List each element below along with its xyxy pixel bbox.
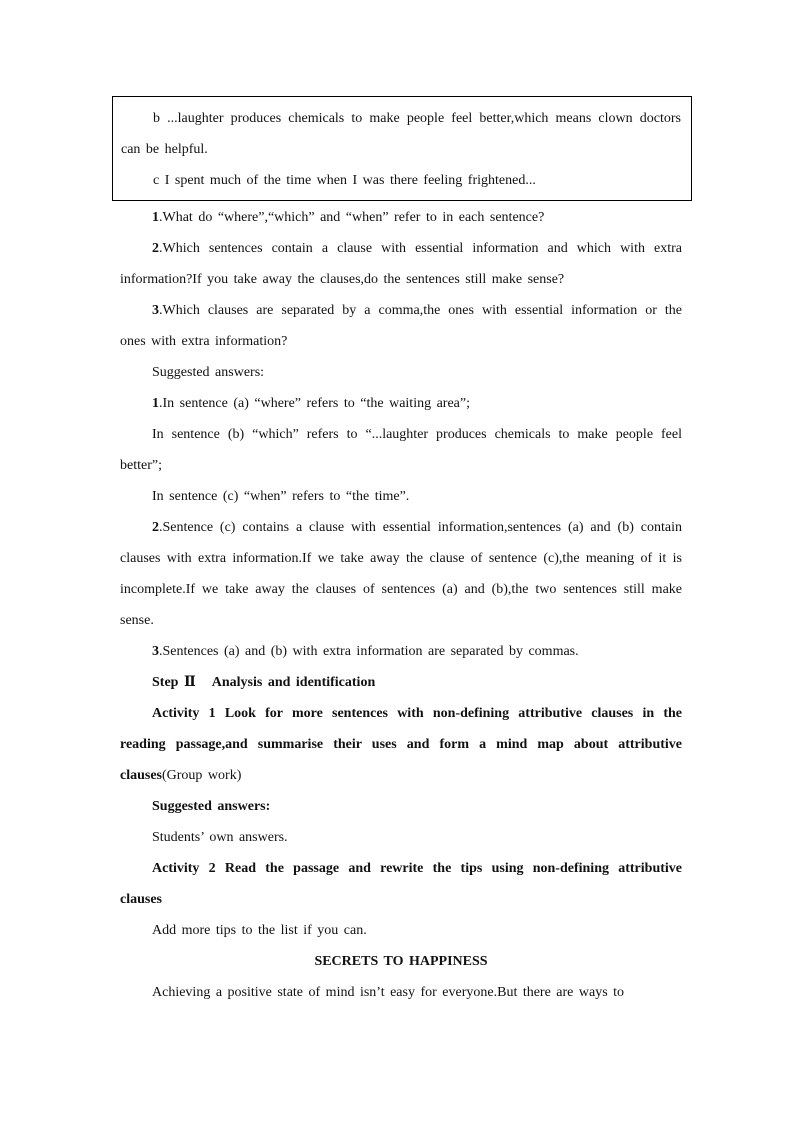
activity-1-answer: Students’ own answers.: [152, 830, 288, 845]
question-text: .Which sentences contain a clause with essential information and which with extra information?If you take away the clauses,do the sentences still make sense?: [120, 241, 682, 287]
question-2: [120, 233, 682, 295]
answer-2: [120, 512, 682, 636]
answer-1: [120, 388, 682, 419]
question-number: 3: [152, 303, 159, 318]
activity-2-instruction: Add more tips to the list if you can.: [152, 923, 367, 938]
question-number: 2: [152, 241, 159, 256]
answer-number: 1: [152, 396, 159, 411]
answer-text: .Sentence (c) contains a clause with essential information,sentences (a) and (b) contain clauses with extra information.If we take away the clause of sentence (c),the meaning of it is incomplete.If we take away the clauses of sentences (a) and (b),the two sentences still make sense.: [120, 520, 682, 628]
question-text: .Which clauses are separated by a comma,the ones with essential information or the ones with extra information?: [120, 303, 682, 349]
answer-number: 2: [152, 520, 159, 535]
answer-number: 3: [152, 644, 159, 659]
suggested-answers-label: Suggested answers:: [152, 365, 265, 380]
passage-paragraph: Achieving a positive state of mind isn’t easy for everyone.But there are ways to: [152, 985, 625, 1000]
question-number: 1: [152, 210, 159, 225]
example-sentence-b: b ...laughter produces chemicals to make people feel better,which means clown doctors can be helpful.: [121, 111, 681, 157]
question-text: .What do “where”,“which” and “when” refer to in each sentence?: [159, 210, 545, 225]
activity-1-suggested-label: Suggested answers:: [152, 799, 271, 814]
step-heading: [120, 667, 682, 698]
passage-title: SECRETS TO HAPPINESS: [314, 954, 488, 969]
answer-text: .In sentence (a) “where” refers to “the waiting area”;: [159, 396, 470, 411]
activity-2-heading: Activity 2 Read the passage and rewrite the tips using non-defining attributive clauses: [120, 861, 682, 907]
answer-1-b: In sentence (b) “which” refers to “...laughter produces chemicals to make people feel better”;: [120, 427, 682, 473]
document-page: [120, 96, 682, 1008]
example-sentence-c: c I spent much of the time when I was there feeling frightened...: [153, 173, 536, 188]
activity-1-heading: [120, 698, 682, 791]
step-label: Step Ⅱ: [152, 675, 196, 690]
answer-3: [120, 636, 682, 667]
example-sentences-box: [112, 96, 692, 201]
activity-1-suffix: (Group work): [162, 768, 242, 783]
answer-text: .Sentences (a) and (b) with extra information are separated by commas.: [159, 644, 579, 659]
question-3: [120, 295, 682, 357]
step-title: Analysis and identification: [211, 675, 376, 690]
answer-1-c: In sentence (c) “when” refers to “the time”.: [152, 489, 410, 504]
activity-1-title: Activity 1 Look for more sentences with non-defining attributive clauses in the reading passage,and summarise their uses and form a mind map about attributive clauses: [120, 706, 682, 783]
question-1: [120, 202, 682, 233]
